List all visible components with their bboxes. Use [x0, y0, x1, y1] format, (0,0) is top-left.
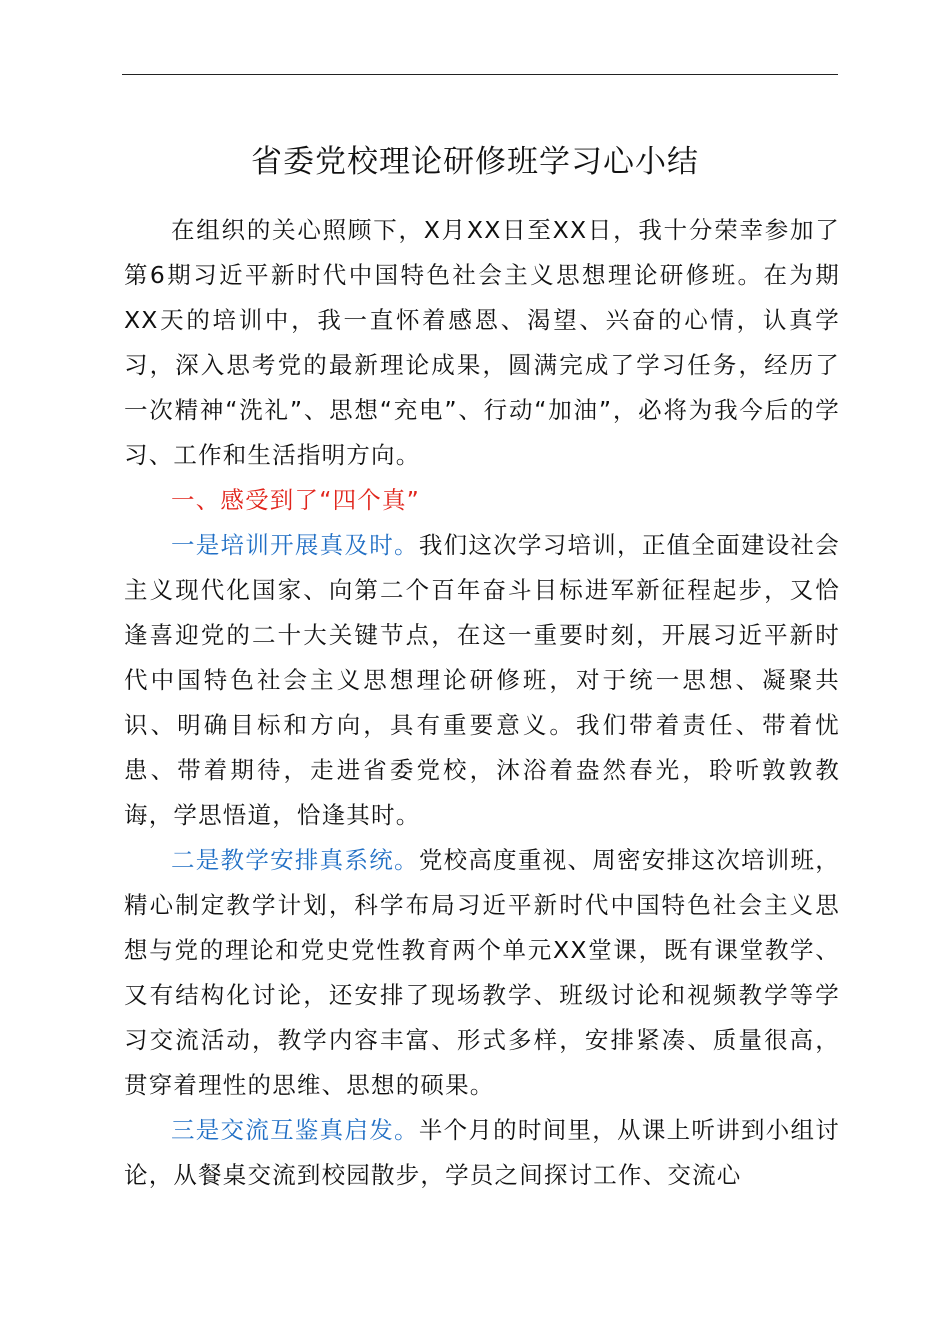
- point-lead-3: 三是交流互鉴真启发。: [171, 1116, 419, 1144]
- section-heading: 一、感受到了“四个真”: [171, 486, 421, 514]
- document-title: 省委党校理论研修班学习心小结: [251, 144, 699, 180]
- point-lead-2: 二是教学安排真系统。: [171, 846, 419, 874]
- intro-paragraph: 在组织的关心照顾下，X月XX日至XX日，我十分荣幸参加了第6期习近平新时代中国特色社会主义思想理论研修班。在为期XX天的培训中，我一直怀着感恩、渴望、兴奋的心情，认真学习，深入思考党的最新理论成果，圆满完成了学习任务，经历了一次精神“洗礼”、思想“充电”、行动“加油”，必将为我今后的学习、工作和生活指明方向。: [124, 216, 840, 469]
- point-paragraph-3: [124, 1108, 840, 1198]
- header-rule: [122, 74, 838, 75]
- point-text-2: 党校高度重视、周密安排这次培训班，精心制定教学计划，科学布局习近平新时代中国特色社会主义思想与党的理论和党史党性教育两个单元XX堂课，既有课堂教学、又有结构化讨论，还安排了现场教学、班级讨论和视频教学等学习交流活动，教学内容丰富、形式多样，安排紧凑、质量很高，贯穿着理性的思维、思想的硕果。: [124, 846, 841, 1099]
- point-text-1: 我们这次学习培训，正值全面建设社会主义现代化国家、向第二个百年奋斗目标进军新征程起步，又恰逢喜迎党的二十大关键节点，在这一重要时刻，开展习近平新时代中国特色社会主义思想理论研修班，对于统一思想、凝聚共识、明确目标和方向，具有重要意义。我们带着责任、带着忧患、带着期待，走进省委党校，沐浴着盎然春光，聆听敦敦教诲，学思悟道，恰逢其时。: [124, 531, 841, 829]
- point-text-3: 半个月的时间里，从课上听讲到小组讨论，从餐桌交流到校园散步，学员之间探讨工作、交流心: [124, 1116, 841, 1189]
- point-paragraph-2: [124, 838, 840, 1108]
- point-paragraph-1: [124, 523, 840, 838]
- document-body: [124, 208, 840, 1198]
- point-lead-1: 一是培训开展真及时。: [171, 531, 419, 559]
